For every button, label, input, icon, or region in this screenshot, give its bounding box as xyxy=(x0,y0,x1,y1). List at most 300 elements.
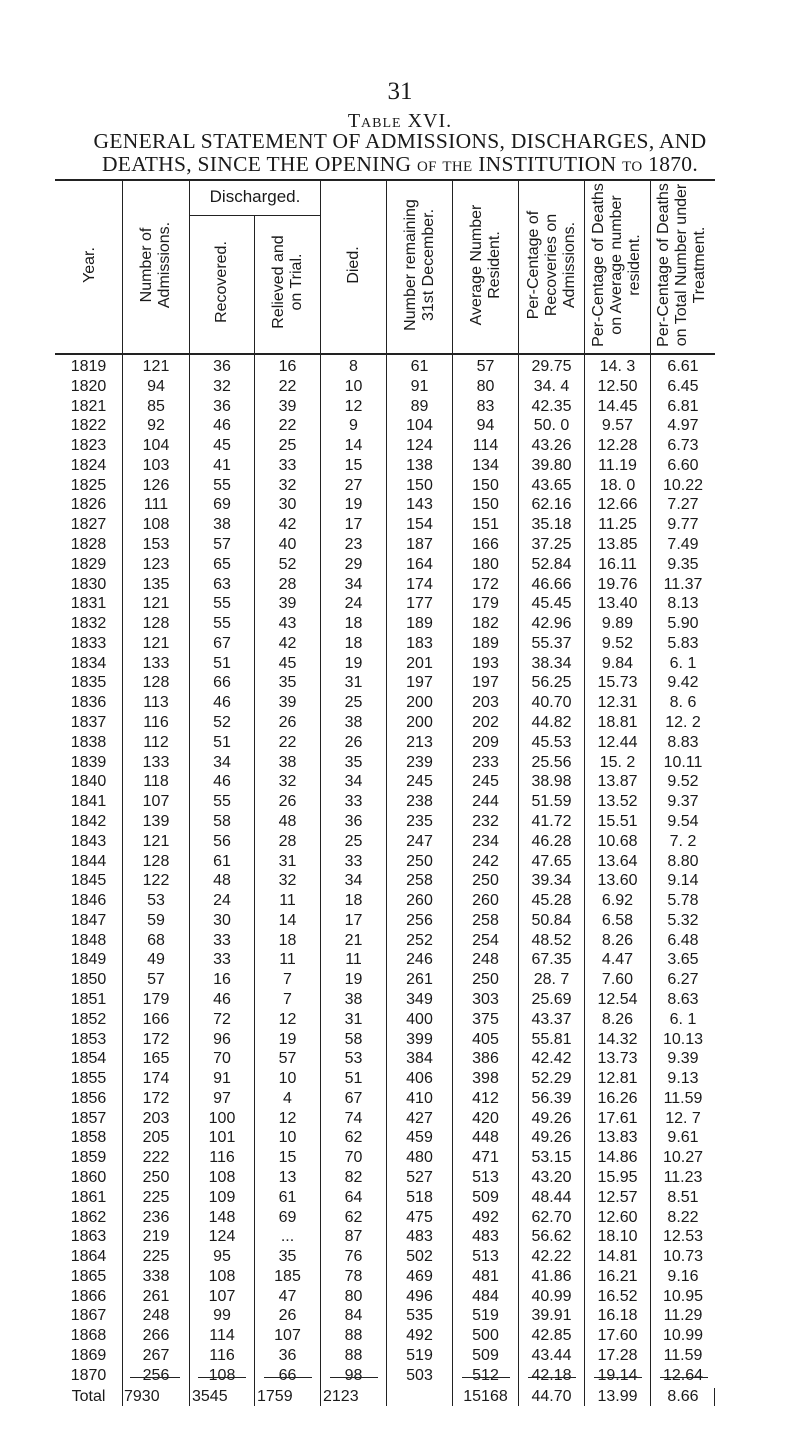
cell-admissions: 108 xyxy=(142,516,170,534)
cell-year: 1822 xyxy=(70,417,107,435)
table-row xyxy=(0,436,800,456)
cell-remaining: 201 xyxy=(406,654,433,672)
cell-admissions: 49 xyxy=(147,951,165,969)
total-row xyxy=(0,1386,800,1408)
cell-died: 18 xyxy=(344,634,363,652)
cell-admissions: 205 xyxy=(142,1129,170,1147)
cell-pct-deaths-total: 9.35 xyxy=(667,555,699,573)
cell-died: 18 xyxy=(344,892,363,910)
cell-pct-deaths-total: 10.99 xyxy=(662,1327,704,1345)
cell-remaining: 459 xyxy=(406,1129,433,1147)
cell-died: 76 xyxy=(344,1248,363,1266)
cell-admissions: 113 xyxy=(143,694,169,712)
cell-pct-deaths-total: 9.39 xyxy=(667,1050,699,1068)
cell-remaining: 252 xyxy=(406,931,433,949)
cell-admissions: 135 xyxy=(142,575,170,593)
cell-year: 1825 xyxy=(70,476,107,494)
cell-recovered: 148 xyxy=(208,1208,236,1226)
cell-pct-deaths-avg: 9.89 xyxy=(601,615,634,633)
cell-relieved: 52 xyxy=(278,555,297,573)
cell-pct-deaths-total: 6.27 xyxy=(667,971,699,989)
cell-year: 1865 xyxy=(70,1267,107,1285)
cell-average: 481 xyxy=(472,1267,499,1285)
cell-died: 8 xyxy=(349,358,358,375)
cell-pct-deaths-total: 8.13 xyxy=(667,595,699,613)
table-row xyxy=(0,852,800,872)
cell-pct-deaths-total: 11.23 xyxy=(663,1168,703,1186)
cell-relieved: 57 xyxy=(278,1050,297,1068)
cell-pct-recoveries: 25.56 xyxy=(531,753,572,771)
cell-died: 25 xyxy=(344,694,363,712)
cell-recovered: 51 xyxy=(213,733,231,751)
cell-died: 11 xyxy=(345,951,362,969)
cell-admissions: 172 xyxy=(142,1089,170,1107)
cell-remaining: 200 xyxy=(406,694,433,712)
cell-pct-recoveries: 51.59 xyxy=(531,793,572,811)
cell-pct-recoveries: 42.42 xyxy=(531,1050,572,1068)
cell-recovered: 46 xyxy=(213,694,231,712)
cell-died: 74 xyxy=(344,1109,363,1127)
cell-died: 23 xyxy=(344,536,363,554)
cell-relieved: 32 xyxy=(278,872,297,890)
cell-year: 1823 xyxy=(70,437,107,455)
table-row xyxy=(0,1247,800,1267)
cell-died: 88 xyxy=(344,1327,363,1345)
cell-year: 1858 xyxy=(70,1129,107,1147)
cell-died: 34 xyxy=(344,872,363,890)
cell-remaining: 61 xyxy=(410,358,429,375)
cell-died: 31 xyxy=(344,674,363,692)
cell-pct-recoveries: 50.84 xyxy=(531,911,572,929)
header-admissions xyxy=(138,195,174,335)
cell-pct-deaths-avg: 18.10 xyxy=(597,1228,638,1246)
cell-relieved: 15 xyxy=(278,1149,297,1167)
cell-relieved: 11 xyxy=(279,892,296,910)
cell-relieved: 26 xyxy=(278,714,297,732)
cell-year: 1870 xyxy=(70,1366,107,1384)
cell-pct-recoveries: 34. 4 xyxy=(533,377,570,395)
cell-relieved: 19 xyxy=(278,1030,297,1048)
cell-pct-deaths-avg: 17.60 xyxy=(597,1327,638,1345)
cell-died: 64 xyxy=(344,1188,363,1206)
cell-remaining: 384 xyxy=(406,1050,433,1068)
cell-admissions: 104 xyxy=(142,437,170,455)
heading-line-2 xyxy=(10,153,790,176)
cell-pct-recoveries: 41.72 xyxy=(531,812,572,830)
cell-recovered: 52 xyxy=(213,714,231,732)
cell-remaining: 492 xyxy=(406,1327,433,1345)
total-recovered: 3545 xyxy=(192,1388,228,1405)
table-row xyxy=(0,515,800,535)
table-row xyxy=(0,1227,800,1247)
cell-admissions: 172 xyxy=(142,1030,170,1048)
cell-pct-recoveries: 56.25 xyxy=(531,674,572,692)
cell-died: 26 xyxy=(344,733,363,751)
cell-died: 24 xyxy=(344,595,363,613)
cell-year: 1830 xyxy=(70,575,107,593)
cell-average: 509 xyxy=(472,1188,499,1206)
cell-average: 471 xyxy=(472,1149,499,1167)
cell-recovered: 108 xyxy=(208,1366,236,1384)
cell-recovered: 56 xyxy=(213,832,231,850)
cell-remaining: 410 xyxy=(406,1089,433,1107)
cell-pct-recoveries: 42.96 xyxy=(531,615,572,633)
cell-died: 62 xyxy=(344,1208,363,1226)
cell-year: 1846 xyxy=(70,892,107,910)
cell-remaining: 124 xyxy=(406,437,433,455)
cell-average: 80 xyxy=(476,377,495,395)
cell-died: 98 xyxy=(344,1366,363,1384)
cell-pct-deaths-avg: 18.81 xyxy=(597,714,638,732)
cell-died: 27 xyxy=(344,476,363,494)
cell-remaining: 187 xyxy=(406,536,433,554)
cell-average: 202 xyxy=(472,714,499,732)
cell-year: 1824 xyxy=(70,456,107,474)
cell-died: 29 xyxy=(344,555,363,573)
cell-average: 254 xyxy=(472,931,499,949)
cell-pct-deaths-avg: 15.95 xyxy=(597,1168,638,1186)
table-row xyxy=(0,950,800,970)
cell-died: 15 xyxy=(344,456,363,474)
cell-relieved: 7 xyxy=(283,990,292,1008)
cell-pct-deaths-total: 9.52 xyxy=(667,773,699,791)
header-pct-recoveries xyxy=(525,182,579,348)
cell-pct-deaths-avg: 7.60 xyxy=(601,971,634,989)
cell-relieved: 185 xyxy=(274,1267,301,1285)
heading-line-2-pre: DEATHS, SINCE THE OPENING xyxy=(101,152,412,176)
cell-pct-deaths-total: 9.61 xyxy=(667,1129,699,1147)
cell-admissions: 179 xyxy=(142,990,170,1008)
cell-year: 1857 xyxy=(70,1109,107,1127)
cell-pct-recoveries: 49.26 xyxy=(531,1129,572,1147)
cell-average: 448 xyxy=(472,1129,499,1147)
cell-average: 134 xyxy=(472,456,499,474)
cell-admissions: 68 xyxy=(147,931,165,949)
cell-pct-deaths-avg: 12.31 xyxy=(597,694,638,712)
cell-admissions: 111 xyxy=(143,496,169,514)
total-died: 2123 xyxy=(323,1388,359,1405)
cell-average: 500 xyxy=(472,1327,499,1345)
cell-pct-recoveries: 39.80 xyxy=(531,456,572,474)
cell-admissions: 94 xyxy=(147,377,165,395)
cell-pct-deaths-avg: 16.11 xyxy=(598,555,637,573)
cell-recovered: 116 xyxy=(209,1149,235,1167)
cell-year: 1828 xyxy=(70,536,107,554)
cell-remaining: 518 xyxy=(406,1188,433,1206)
cell-average: 182 xyxy=(472,615,499,633)
cell-relieved: 22 xyxy=(278,417,297,435)
cell-pct-recoveries: 40.99 xyxy=(531,1287,572,1305)
cell-pct-deaths-total: 10.22 xyxy=(662,476,704,494)
cell-pct-deaths-total: 6.61 xyxy=(667,358,699,375)
cell-recovered: 99 xyxy=(213,1307,231,1325)
total-label: Total xyxy=(71,1388,106,1405)
cell-remaining: 189 xyxy=(406,615,433,633)
table-row xyxy=(0,871,800,891)
cell-recovered: 45 xyxy=(213,437,231,455)
table-row xyxy=(0,1208,800,1228)
cell-pct-deaths-total: 7. 2 xyxy=(669,832,697,850)
table-row xyxy=(0,555,800,575)
cell-year: 1868 xyxy=(70,1327,107,1345)
cell-average: 260 xyxy=(472,892,499,910)
cell-pct-recoveries: 56.62 xyxy=(531,1228,572,1246)
cell-pct-deaths-total: 11.29 xyxy=(663,1307,703,1325)
cell-relieved: 11 xyxy=(279,951,296,969)
cell-remaining: 200 xyxy=(406,714,433,732)
cell-admissions: 222 xyxy=(142,1149,170,1167)
cell-died: 34 xyxy=(344,575,363,593)
cell-admissions: 128 xyxy=(142,615,170,633)
cell-pct-recoveries: 55.81 xyxy=(531,1030,572,1048)
cell-admissions: 219 xyxy=(142,1228,170,1246)
cell-remaining: 174 xyxy=(406,575,433,593)
cell-remaining: 246 xyxy=(406,951,433,969)
cell-year: 1854 xyxy=(70,1050,107,1068)
cell-pct-deaths-total: 9.42 xyxy=(667,674,699,692)
cell-pct-recoveries: 53.15 xyxy=(531,1149,572,1167)
cell-relieved: 22 xyxy=(278,377,297,395)
cell-relieved: 31 xyxy=(278,852,297,870)
cell-recovered: 61 xyxy=(213,852,231,870)
cell-recovered: 101 xyxy=(208,1129,236,1147)
table-row xyxy=(0,357,800,377)
cell-died: 19 xyxy=(344,496,363,514)
cell-recovered: 58 xyxy=(213,812,231,830)
cell-recovered: 32 xyxy=(213,377,231,395)
cell-relieved: 61 xyxy=(278,1188,297,1206)
cell-pct-deaths-total: 4.97 xyxy=(667,417,699,435)
cell-pct-recoveries: 40.70 xyxy=(531,694,572,712)
cell-average: 250 xyxy=(472,971,499,989)
cell-year: 1819 xyxy=(70,358,107,375)
cell-recovered: 33 xyxy=(213,951,231,969)
cell-pct-deaths-total: 6.48 xyxy=(667,931,699,949)
cell-average: 203 xyxy=(472,694,499,712)
total-dash-pct-deaths-avg xyxy=(594,1377,642,1378)
cell-pct-recoveries: 42.22 xyxy=(531,1248,572,1266)
cell-year: 1852 xyxy=(70,1010,107,1028)
cell-pct-deaths-total: 9.54 xyxy=(667,812,699,830)
cell-pct-deaths-avg: 12.44 xyxy=(597,733,638,751)
cell-admissions: 225 xyxy=(142,1188,170,1206)
cell-admissions: 250 xyxy=(142,1168,170,1186)
cell-recovered: 109 xyxy=(208,1188,236,1206)
cell-relieved: 10 xyxy=(278,1129,297,1147)
cell-admissions: 153 xyxy=(142,536,170,554)
cell-pct-deaths-total: 11.59 xyxy=(663,1089,703,1107)
cell-pct-deaths-avg: 12.54 xyxy=(597,990,638,1008)
cell-pct-deaths-total: 8.22 xyxy=(667,1208,699,1226)
cell-died: 78 xyxy=(344,1267,363,1285)
cell-average: 483 xyxy=(472,1228,499,1246)
cell-pct-recoveries: 45.45 xyxy=(531,595,572,613)
cell-pct-deaths-avg: 13.60 xyxy=(597,872,638,890)
cell-average: 509 xyxy=(472,1347,499,1364)
cell-died: 19 xyxy=(344,654,363,672)
cell-average: 179 xyxy=(472,595,499,613)
cell-recovered: 51 xyxy=(213,654,231,672)
cell-pct-deaths-avg: 14.81 xyxy=(597,1248,638,1266)
cell-pct-recoveries: 43.37 xyxy=(531,1010,572,1028)
cell-pct-recoveries: 56.39 xyxy=(531,1089,572,1107)
heading-line-1: GENERAL STATEMENT OF ADMISSIONS, DISCHARGES, AND xyxy=(93,129,707,153)
cell-year: 1820 xyxy=(70,377,107,395)
cell-admissions: 121 xyxy=(142,634,170,652)
cell-pct-recoveries: 44.82 xyxy=(531,714,572,732)
cell-remaining: 258 xyxy=(406,872,433,890)
cell-admissions: 122 xyxy=(142,872,170,890)
cell-average: 189 xyxy=(472,634,499,652)
cell-pct-deaths-avg: 13.40 xyxy=(597,595,638,613)
cell-admissions: 116 xyxy=(143,714,169,732)
cell-remaining: 91 xyxy=(410,377,429,395)
cell-year: 1862 xyxy=(70,1208,107,1226)
cell-pct-recoveries: 42.18 xyxy=(531,1366,572,1384)
cell-pct-deaths-avg: 12.81 xyxy=(597,1070,638,1088)
cell-pct-deaths-total: 6. 1 xyxy=(669,1010,697,1028)
cell-pct-deaths-total: 6.81 xyxy=(667,397,699,415)
cell-remaining: 399 xyxy=(406,1030,433,1048)
table-row xyxy=(0,891,800,911)
table-row xyxy=(0,1306,800,1326)
cell-average: 386 xyxy=(472,1050,499,1068)
table-row xyxy=(0,911,800,931)
cell-relieved: 35 xyxy=(278,674,297,692)
table-row xyxy=(0,1069,800,1089)
table-row xyxy=(0,990,800,1010)
cell-average: 172 xyxy=(472,575,499,593)
cell-died: 33 xyxy=(344,793,363,811)
cell-pct-deaths-avg: 15. 2 xyxy=(599,753,636,771)
cell-relieved: 4 xyxy=(283,1089,292,1107)
cell-admissions: 118 xyxy=(143,773,169,791)
header-pct-deaths-total-label: Per-Centage of Deaths on Total Number under Treatment. xyxy=(655,183,708,347)
cell-remaining: 503 xyxy=(406,1366,433,1384)
table-row xyxy=(0,456,800,476)
cell-year: 1844 xyxy=(70,852,107,870)
cell-relieved: 69 xyxy=(278,1208,297,1226)
cell-remaining: 250 xyxy=(406,852,433,870)
cell-pct-deaths-avg: 15.51 xyxy=(597,812,638,830)
cell-recovered: 97 xyxy=(213,1089,231,1107)
cell-year: 1845 xyxy=(70,872,107,890)
cell-average: 513 xyxy=(472,1168,499,1186)
cell-admissions: 338 xyxy=(142,1267,170,1285)
table-row xyxy=(0,476,800,496)
cell-average: 83 xyxy=(476,397,495,415)
cell-year: 1853 xyxy=(70,1030,107,1048)
cell-pct-deaths-avg: 12.28 xyxy=(597,437,638,455)
cell-died: 34 xyxy=(344,773,363,791)
cell-admissions: 85 xyxy=(147,397,165,415)
cell-average: 150 xyxy=(472,496,499,514)
total-average: 15168 xyxy=(463,1388,508,1405)
cell-admissions: 203 xyxy=(142,1109,170,1127)
cell-pct-deaths-avg: 13.85 xyxy=(597,536,638,554)
cell-died: 87 xyxy=(344,1228,363,1246)
total-pct-deaths-total: 8.66 xyxy=(667,1388,699,1405)
cell-average: 180 xyxy=(472,555,499,573)
cell-recovered: 24 xyxy=(213,892,231,910)
cell-pct-deaths-avg: 14.32 xyxy=(597,1030,638,1048)
cell-admissions: 267 xyxy=(142,1347,170,1364)
cell-average: 398 xyxy=(472,1070,499,1088)
cell-recovered: 114 xyxy=(209,1327,235,1345)
cell-pct-recoveries: 50. 0 xyxy=(533,417,570,435)
cell-average: 405 xyxy=(472,1030,499,1048)
total-dash-relieved xyxy=(264,1377,312,1378)
cell-average: 193 xyxy=(472,654,499,672)
total-dash-admissions xyxy=(130,1377,180,1378)
cell-pct-recoveries: 38.34 xyxy=(531,654,572,672)
cell-relieved: 14 xyxy=(278,911,297,929)
cell-pct-deaths-avg: 11.19 xyxy=(598,456,637,474)
cell-year: 1821 xyxy=(70,397,107,415)
cell-died: 70 xyxy=(344,1149,363,1167)
cell-average: 484 xyxy=(472,1287,499,1305)
cell-admissions: 236 xyxy=(142,1208,170,1226)
cell-relieved: 18 xyxy=(278,931,297,949)
cell-average: 513 xyxy=(472,1248,499,1266)
table-row xyxy=(0,1366,800,1386)
table-row xyxy=(0,535,800,555)
total-dash-average xyxy=(462,1377,510,1378)
cell-relieved: 32 xyxy=(278,773,297,791)
cell-pct-deaths-total: 8.83 xyxy=(667,733,699,751)
cell-pct-recoveries: 25.69 xyxy=(531,990,572,1008)
cell-admissions: 107 xyxy=(142,793,170,811)
cell-year: 1837 xyxy=(70,714,107,732)
cell-year: 1867 xyxy=(70,1307,107,1325)
cell-year: 1826 xyxy=(70,496,107,514)
cell-relieved: 12 xyxy=(278,1010,297,1028)
total-pct-deaths-avg: 13.99 xyxy=(597,1388,638,1405)
table-row xyxy=(0,1030,800,1050)
cell-admissions: 123 xyxy=(142,555,170,573)
cell-died: 18 xyxy=(344,615,363,633)
cell-pct-recoveries: 37.25 xyxy=(531,536,572,554)
cell-average: 197 xyxy=(472,674,499,692)
cell-year: 1863 xyxy=(70,1228,107,1246)
header-died: Died. xyxy=(345,246,362,284)
cell-pct-recoveries: 62.16 xyxy=(531,496,572,514)
heading-line-2-year: 1870. xyxy=(648,152,699,176)
cell-remaining: 502 xyxy=(406,1248,433,1266)
cell-remaining: 183 xyxy=(406,634,433,652)
cell-admissions: 166 xyxy=(142,1010,170,1028)
cell-average: 234 xyxy=(472,832,499,850)
cell-remaining: 261 xyxy=(406,971,433,989)
cell-average: 166 xyxy=(472,536,499,554)
cell-pct-deaths-total: 10.27 xyxy=(662,1149,704,1167)
cell-year: 1850 xyxy=(70,971,107,989)
cell-year: 1838 xyxy=(70,733,107,751)
table-row xyxy=(0,1168,800,1188)
cell-pct-deaths-total: 9.77 xyxy=(667,516,699,534)
cell-pct-deaths-avg: 12.60 xyxy=(597,1208,638,1226)
cell-year: 1866 xyxy=(70,1287,107,1305)
header-recovered: Recovered. xyxy=(213,241,230,323)
cell-average: 412 xyxy=(472,1089,499,1107)
cell-pct-recoveries: 49.26 xyxy=(531,1109,572,1127)
cell-admissions: 59 xyxy=(147,911,165,929)
page-number: 31 xyxy=(387,78,413,105)
cell-pct-deaths-avg: 15.73 xyxy=(597,674,638,692)
total-dash-recovered xyxy=(198,1377,246,1378)
header-pct-deaths-avg xyxy=(590,182,644,348)
cell-recovered: 57 xyxy=(213,536,231,554)
